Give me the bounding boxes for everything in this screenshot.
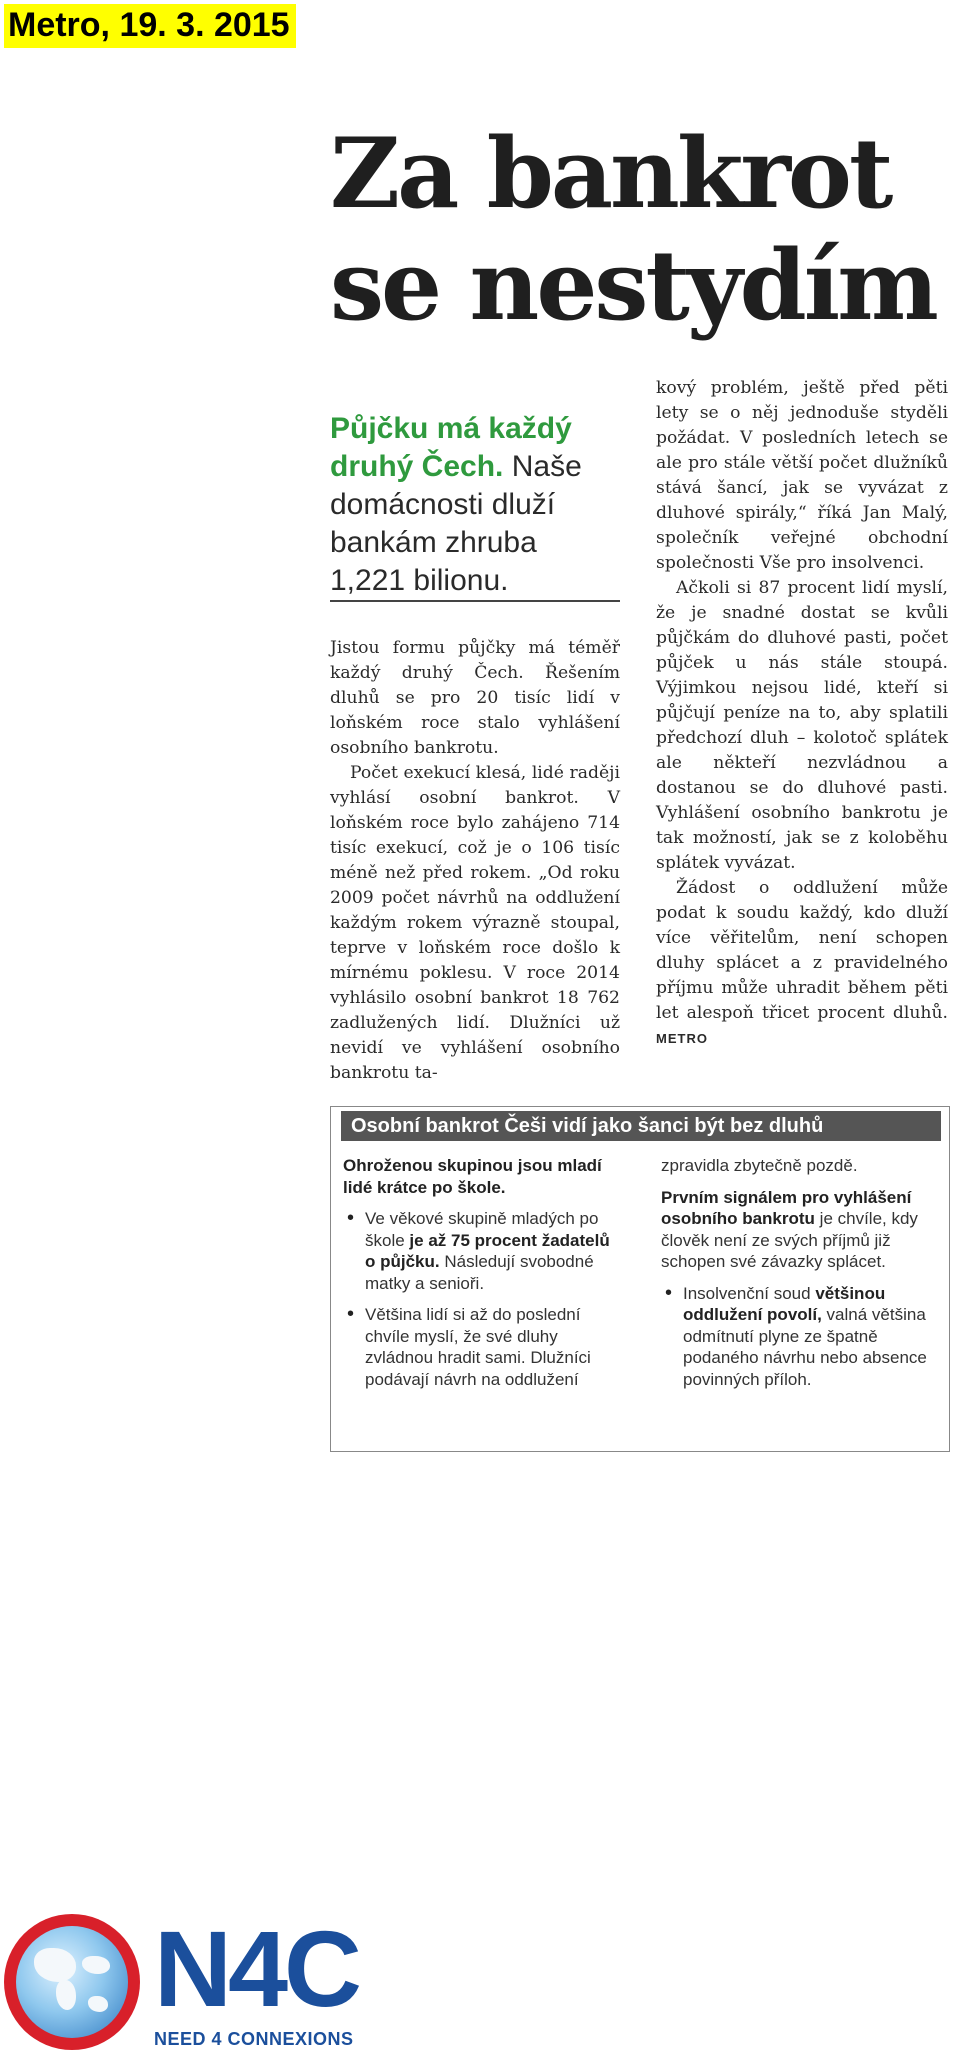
logo-mark: N4C bbox=[154, 1908, 359, 2029]
article-column-right bbox=[656, 376, 948, 1051]
body-paragraph: Počet exekucí klesá, lidé raději vyhlásí osobní bankrot. V loňském roce bylo zahájeno 714 tisíc exekucí, což je o 106 tisíc méně než před rokem. „Od roku 2009 počet návrhů na oddlužení každým rokem výrazně stoupal, teprve v loňském roce došlo k mírnému poklesu. V roce 2014 vyhlásilo osobní bankrot 18 762 zadlužených lidí. Dlužníci už nevidí ve vyhlášení osobního bankrotu ta- bbox=[330, 763, 620, 1083]
info-box-intro: Ohroženou skupinou jsou mladí lidé krátce po škole. bbox=[343, 1156, 602, 1197]
info-box-left-column bbox=[343, 1155, 621, 1400]
info-bullet: • Většina lidí si až do poslední chvíle myslí, že své dluhy zvládnou hradit sami. Dlužníci podávají návrh na oddlužení bbox=[343, 1304, 621, 1390]
paragraph-bold: Prvním signálem pro vyhlášení osobního bankrotu bbox=[661, 1187, 912, 1228]
bullet-text: valná většina odmítnutí plyne ze špatně podaného návrhu nebo absence povinných příloh. bbox=[683, 1305, 927, 1389]
headline bbox=[330, 118, 950, 342]
logo-tagline: NEED 4 CONNEXIONS bbox=[154, 2029, 354, 2049]
body-paragraph-last bbox=[656, 876, 948, 1051]
paragraph-text: je chvíle, kdy člověk není ze svých příjmů již schopen své závazky splácet. bbox=[661, 1209, 918, 1271]
body-paragraph: Jistou formu půjčky má téměř každý druhý Čech. Řešením dluhů se pro 20 tisíc lidí v loňském roce stalo vyhlášení osobního bankrotu. bbox=[330, 638, 620, 758]
source-label: Metro, 19. 3. 2015 bbox=[4, 4, 296, 48]
bullet-text: Ve věkové skupině mladých po škole bbox=[365, 1209, 599, 1250]
info-box-paragraph bbox=[661, 1187, 941, 1273]
n4c-logo bbox=[4, 1906, 364, 2056]
bullet-bold: většinou oddlužení povolí, bbox=[683, 1283, 886, 1324]
bullet-bold: je až 75 procent žadatelů o půjčku. bbox=[365, 1230, 610, 1271]
info-bullet bbox=[661, 1283, 941, 1391]
bullet-text: Insolvenční soud bbox=[683, 1283, 816, 1303]
body-text: Žádost o oddlužení může podat k soudu každý, kdo dluží více věřitelům, není schopen dluhy splácet a z pravidelného příjmu může uhradit během pěti let alespoň třicet procent dluhů. bbox=[656, 878, 948, 1023]
body-paragraph: kový problém, ještě před pěti lety se o něj jednoduše styděli požádat. V posledních letech se ale pro stále větší počet dlužníků stává šancí, jak se vyvázat z dluhové spirály,“ říká Jan Malý, společník veřejné obchodní společnosti Vše pro insolvenci. bbox=[656, 378, 948, 573]
lead-rest: Naše domácnosti dluží bankám zhruba 1,221 bilionu. bbox=[330, 450, 582, 597]
metro-tag: METRO bbox=[656, 1031, 708, 1046]
body-paragraph: Ačkoli si 87 procent lidí myslí, že je snadné dostat se kvůli půjčkám do dluhové pasti, počet půjček u nás stále stoupá. Výjimkou nejsou lidé, kteří si půjčují peníze na to, aby splatili předchozí dluh – kolotoč splátek ale někteří nezvládnou a dostanou se do dluhové pasti. Vyhlášení osobního bankrotu je tak možností, jak se z koloběhu splátek vyvázat. bbox=[656, 578, 948, 873]
headline-line-1: Za bankrot bbox=[330, 117, 891, 230]
lead-paragraph bbox=[330, 410, 620, 600]
info-box-continuation: zpravidla zbytečně pozdě. bbox=[661, 1156, 858, 1175]
info-box-right-column bbox=[661, 1155, 941, 1400]
lead-highlight: Půjčku má každý druhý Čech. bbox=[330, 412, 572, 483]
divider bbox=[330, 600, 620, 602]
globe-icon bbox=[4, 1914, 140, 2050]
info-box-title: Osobní bankrot Češi vidí jako šanci být bez dluhů bbox=[341, 1111, 941, 1141]
article-column-left bbox=[330, 410, 620, 1086]
info-box bbox=[330, 1106, 950, 1452]
headline-line-2: se nestydím bbox=[330, 229, 936, 342]
bullet-text: Následují svobodné matky a senioři. bbox=[365, 1252, 594, 1293]
newspaper-clipping bbox=[330, 118, 950, 1450]
info-bullet bbox=[343, 1208, 621, 1294]
